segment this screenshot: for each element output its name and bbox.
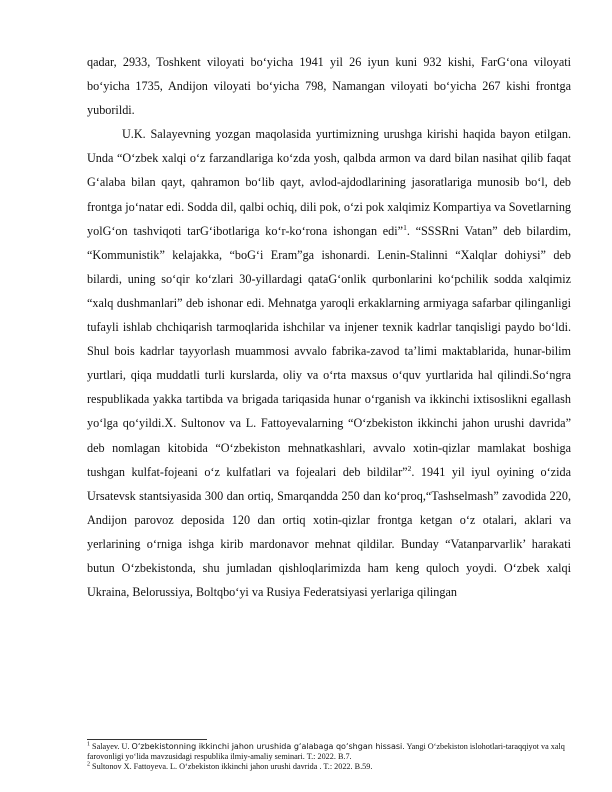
footnote-divider [87, 739, 207, 740]
footnote-ref-1[interactable]: 1 [403, 222, 407, 232]
page-body [87, 50, 571, 604]
paragraph-2 [87, 122, 571, 604]
paragraph-2-part-a: U.K. Salayevning yozgan maqolasida yurtimizning urushga kirishi haqida bayon etilgan. Unda “O‘zbek xalqi o‘z farzandlariga ko‘zda yosh, qalbda armon va dard bilan nasihat qilib faqat G‘alaba bilan qayt, qahramon bo‘lib qayt, avlod-ajdodlarining jasoratlariga munosib bo‘l, deb frontga jo‘natar edi. Sodda dil, qalbi ochiq, dili pok, o‘zi pok xalqimiz Kompartiya va Sovetlarning yolG‘on tashviqoti tarG‘ibotlariga ko‘r-ko‘rona ishongan edi” [87, 127, 572, 238]
footnote-2-text: Sultonov X. Fattoyeva. L. O‘zbekiston ikkinchi jahon urushi davrida . T.: 2022. B.59. [90, 762, 373, 771]
footnote-2 [87, 762, 571, 772]
footnote-1-rest: Yangi O‘zbekiston islohotlari-taraqqiyot va xalq farovonligi yo‘lida mavzusidagi respublika ilmiy-amaliy seminari. T.: 2022. B.7. [87, 742, 565, 761]
paragraph-1: qadar, 2933, Toshkent viloyati bo‘yicha 1941 yil 26 iyun kuni 932 kishi, FarG‘ona viloyati bo‘yicha 1735, Andijon viloyati bo‘yicha 798, Namangan viloyati bo‘yicha 267 kishi frontga yuborildi. [87, 55, 571, 118]
footnote-1 [87, 742, 571, 762]
footnote-1-author: Salayev. U. [90, 742, 132, 751]
footnote-2-number: 2 [87, 761, 90, 768]
footnote-ref-2[interactable]: 2 [407, 463, 412, 473]
paragraph-2-part-b: . “SSSRni Vatan” deb bilardim, “Kommunistik” kelajakka, “boG‘i Eram”ga ishonardi. Lenin-Stalinni “Xalqlar dohiysi” deb bilardi, uning so‘qir ko‘zlari 30-yillardagi qataG‘onlik qurbonlarini ko‘pchilik sodda xalqimiz “xalq dushmanlari” deb ishonar edi. Mehnatga yaroqli erkaklarning armiyaga safarbar qilinganligi tufayli ishlab chchiqarish tarmoqlarida ishchilar va injener texnik kadrlar tanqisligi paydo bo‘ldi. Shul bois kadrlar tayyorlash muammosi avvalo fabrika-zavod ta’limi maktablarida, hunar-bilim yurtlari, qiqa muddatli turli kurslarda, oliy va o‘rta maxsus o‘quv yurtlarida hal qilindi.So‘ngra respublikada yakka tartibda va brigada tariqasida hunar o‘rganish va ikkinchi ixtisoslikni egallash yo‘lga qo‘yildi.X. Sultonov va L. Fattoyevalarning “O‘zbekiston ikkinchi jahon urushi davrida” deb nomlagan kitobida “O‘zbekiston mehnatkashlari, avvalo xotin-qizlar mamlakat boshiga tushgan kulfat-fojeani o‘z kulfatlari va fojealari deb bildilar” [87, 223, 572, 479]
footnote-1-title: O‘zbekistonning ikkinchi jahon urushida g‘alabaga qo‘shgan hissasi. [131, 742, 405, 751]
paragraph-2-part-c: . 1941 yil iyul oyining o‘zida Ursatevsk stantsiyasida 300 dan ortiq, Smarqandda 250 dan ko‘proq,“Tashselmash” zavodida 220, Andijon parovoz deposida 120 dan ortiq xotin-qizlar frontga ketgan o‘z otalari, aklari va yerlarining o‘rniga ishga kirib mardonavor mehnat qildilar. Bunday “Vatanparvarlik’ harakati butun O‘zbekistonda, shu jumladan qishloqlarimizda ham keng quloch yoydi. O‘zbek xalqi Ukraina, Belorussiya, Boltqbo‘yi va Rusiya Federatsiyasi yerlariga qilingan [87, 464, 571, 600]
footnote-1-number: 1 [87, 741, 90, 748]
